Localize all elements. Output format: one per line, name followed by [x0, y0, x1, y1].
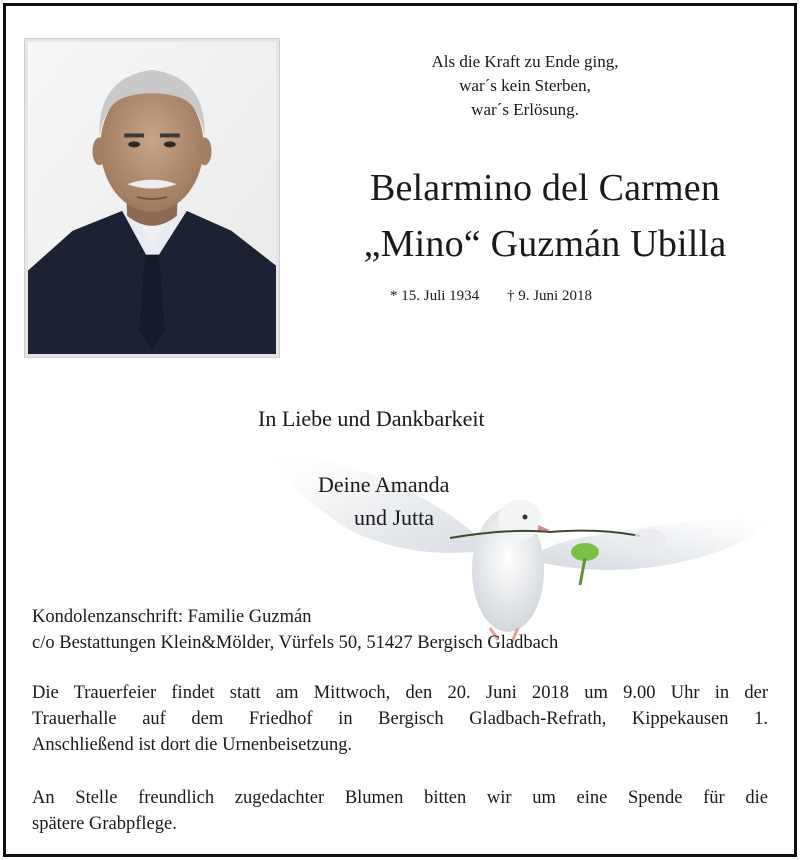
poem-line: Als die Kraft zu Ende ging,	[431, 52, 619, 71]
poem-line: war´s Erlösung.	[471, 100, 579, 119]
life-dates	[390, 288, 690, 305]
condolence-address	[32, 604, 772, 656]
ceremony-line: Anschließend ist dort die Urnenbeisetzung.	[32, 735, 353, 755]
condolence-line-1: Kondolenzanschrift: Familie Guzmán	[32, 607, 312, 627]
portrait-photo	[24, 38, 280, 358]
poem-line: war´s kein Sterben,	[459, 76, 591, 95]
condolence-line-2: c/o Bestattungen Klein&Mölder, Vürfels 50, 51427 Bergisch Gladbach	[32, 633, 559, 653]
deceased-name	[310, 160, 780, 272]
ceremony-line: Die Trauerfeier findet statt am Mittwoch, den 20. Juni 2018 um 9.00 Uhr in der	[32, 683, 768, 703]
flowers-line: spätere Grabpflege.	[32, 814, 177, 834]
ceremony-paragraph	[32, 680, 768, 758]
birth-date: * 15. Juli 1934	[390, 288, 480, 304]
name-line-2: „Mino“ Guzmán Ubilla	[363, 223, 727, 265]
portrait-image	[28, 42, 276, 354]
dedication-line: In Liebe und Dankbarkeit	[258, 406, 485, 431]
signature-line-1: Deine Amanda	[318, 472, 450, 497]
signature-line-2: und Jutta	[354, 505, 435, 530]
death-date: † 9. Juni 2018	[506, 288, 592, 304]
signature	[318, 468, 498, 534]
poem	[390, 50, 660, 122]
flowers-paragraph	[32, 785, 768, 837]
flowers-line: An Stelle freundlich zugedachter Blumen bitten wir um eine Spende für die	[32, 788, 768, 808]
ceremony-line: Trauerhalle auf dem Friedhof in Bergisch Gladbach-Refrath, Kippekausen 1.	[32, 709, 768, 729]
name-line-1: Belarmino del Carmen	[369, 167, 721, 209]
